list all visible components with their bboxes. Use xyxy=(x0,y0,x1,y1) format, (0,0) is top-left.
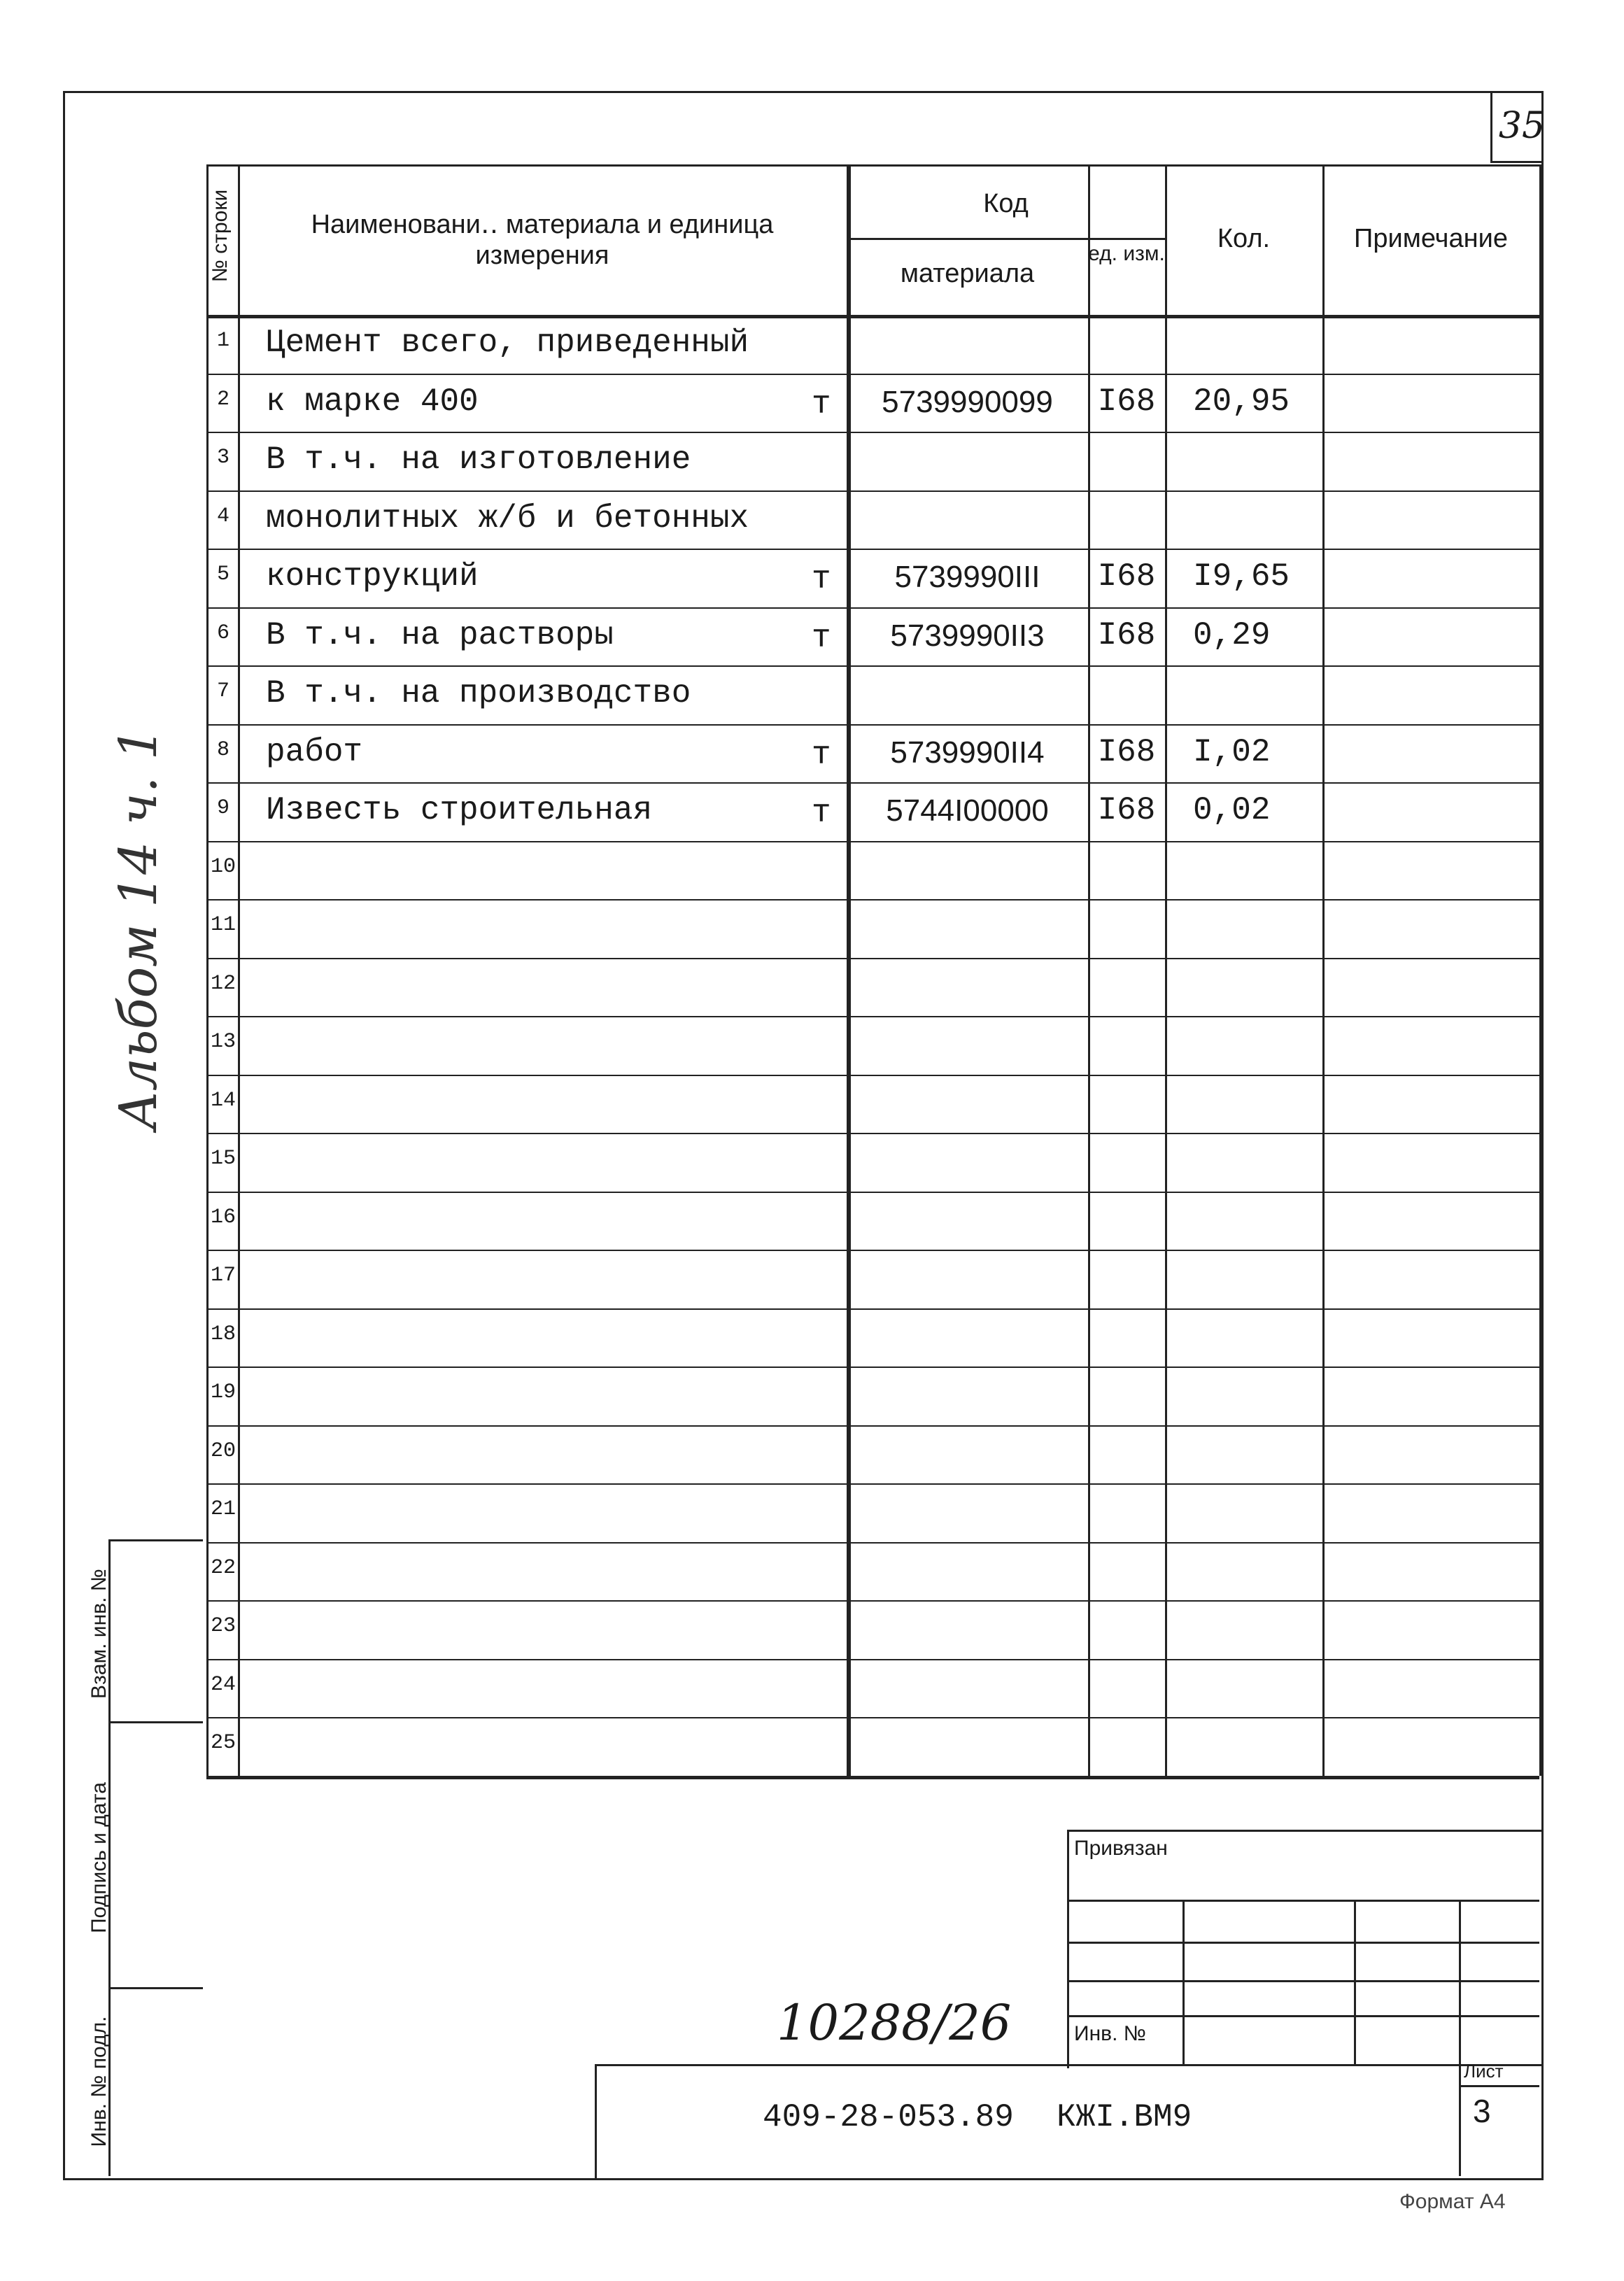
album-note: Альбом 14 ч. 1 xyxy=(108,727,169,1130)
header-row-number: № строки xyxy=(209,189,232,283)
row-line xyxy=(206,1600,1539,1602)
table-column-line xyxy=(1539,164,1544,1776)
row-unit: т xyxy=(812,736,831,773)
side-label-vzam: Взам. инв. № xyxy=(87,1569,111,1699)
row-line xyxy=(206,1250,1539,1251)
row-line xyxy=(206,1367,1539,1368)
row-line xyxy=(206,374,1539,375)
table-column-line xyxy=(206,164,209,1776)
row-line xyxy=(206,899,1539,901)
row-qty: I9,65 xyxy=(1193,558,1290,595)
row-line xyxy=(206,665,1539,667)
row-name: В т.ч. на производство xyxy=(266,675,691,712)
row-number: 13 xyxy=(210,1030,236,1054)
stamp-privyazan-label: Привязан xyxy=(1074,1837,1168,1860)
row-line xyxy=(206,841,1539,842)
header-qty: Кол. xyxy=(1217,224,1271,253)
row-unit: т xyxy=(812,619,831,656)
stamp-inv-no-label: Инв. № xyxy=(1074,2022,1146,2045)
row-code: 5739990III xyxy=(894,560,1040,594)
row-line xyxy=(206,1659,1539,1660)
row-code: 5739990II3 xyxy=(890,618,1045,653)
row-unit: т xyxy=(812,561,831,598)
row-line xyxy=(206,782,1539,784)
row-number: 10 xyxy=(210,854,236,879)
row-name: к марке 400 xyxy=(266,383,479,420)
row-line xyxy=(206,1192,1539,1193)
row-name: работ xyxy=(266,733,363,770)
row-line xyxy=(206,1075,1539,1076)
row-number: 4 xyxy=(216,504,230,528)
row-line xyxy=(206,607,1539,609)
row-number: 25 xyxy=(210,1731,236,1755)
row-line xyxy=(206,1425,1539,1427)
row-line xyxy=(206,1717,1539,1718)
stamp-list-label: Лист xyxy=(1464,2061,1504,2082)
stamp-line xyxy=(1459,2085,1539,2087)
side-line xyxy=(108,1987,203,1989)
row-number: 1 xyxy=(216,329,230,353)
row-code: 5739990099 xyxy=(882,384,1053,419)
row-name: конструкций xyxy=(266,558,479,595)
row-number: 18 xyxy=(210,1322,236,1346)
header-note: Примечание xyxy=(1354,224,1508,253)
row-qty: 20,95 xyxy=(1193,383,1290,420)
stamp-line xyxy=(1067,2015,1539,2017)
row-code: 5739990II4 xyxy=(890,735,1045,770)
row-unit: т xyxy=(812,795,831,831)
row-line xyxy=(206,1483,1539,1485)
row-qty: I,02 xyxy=(1193,733,1271,770)
row-line xyxy=(206,432,1539,433)
side-label-inv-podl: Инв. № подл. xyxy=(87,2016,111,2147)
table-bottom-line xyxy=(206,1776,1539,1779)
row-name: монолитных ж/б и бетонных xyxy=(266,500,749,537)
row-number: 17 xyxy=(210,1264,236,1287)
stamp-doc-mark: КЖI.ВМ9 xyxy=(1057,2099,1192,2135)
row-number: 14 xyxy=(210,1088,236,1113)
table-column-line xyxy=(1322,164,1325,1776)
row-number: 23 xyxy=(210,1614,236,1638)
header-bottom-line xyxy=(206,315,1539,318)
page-number: 35 xyxy=(1498,105,1546,147)
table-column-line xyxy=(1165,164,1167,1776)
row-unit-code: I68 xyxy=(1097,383,1156,420)
row-line xyxy=(206,549,1539,550)
row-number: 7 xyxy=(216,679,230,703)
row-number: 21 xyxy=(210,1497,236,1521)
stamp-vline xyxy=(1354,1900,1356,2066)
stamp-line xyxy=(1067,1980,1539,1982)
header-name: Наименовани․․ материала и единица измерения xyxy=(311,210,774,270)
format-label: Формат А4 xyxy=(1399,2190,1506,2213)
side-line xyxy=(108,1539,203,1541)
row-number: 2 xyxy=(216,387,230,411)
row-name: Цемент всего, приведенный xyxy=(266,325,749,361)
row-name: Известь строительная xyxy=(266,792,653,828)
row-number: 22 xyxy=(210,1555,236,1580)
stamp-vline xyxy=(1459,1900,1461,2176)
row-number: 5 xyxy=(216,563,230,586)
row-number: 9 xyxy=(216,796,230,820)
row-number: 20 xyxy=(210,1439,236,1463)
stamp-line xyxy=(1067,1942,1539,1944)
row-code: 5744I00000 xyxy=(886,793,1049,828)
row-name: В т.ч. на изготовление xyxy=(266,442,691,478)
header-code: Код xyxy=(983,189,1029,218)
stamp-vline xyxy=(1182,1900,1185,2066)
row-number: 16 xyxy=(210,1205,236,1229)
table-top-line xyxy=(206,164,1539,167)
row-line xyxy=(206,1016,1539,1017)
row-number: 11 xyxy=(210,913,236,937)
row-line xyxy=(206,1308,1539,1310)
row-line xyxy=(206,1133,1539,1134)
row-qty: 0,02 xyxy=(1193,792,1271,828)
row-number: 8 xyxy=(216,737,230,762)
row-number: 24 xyxy=(210,1672,236,1697)
stamp-list-value: 3 xyxy=(1473,2093,1491,2129)
stamp-doc-code: 409-28-053.89 xyxy=(763,2099,1014,2135)
row-unit-code: I68 xyxy=(1097,616,1156,654)
header-code-unit: ед. изм. xyxy=(1088,243,1165,264)
stamp-handwritten-number: 10288/26 xyxy=(777,1994,1012,2052)
side-label-podpis: Подпись и дата xyxy=(87,1782,111,1933)
row-number: 3 xyxy=(216,446,230,469)
row-unit-code: I68 xyxy=(1097,558,1156,595)
code-header-split xyxy=(847,238,1165,240)
row-unit-code: I68 xyxy=(1097,792,1156,828)
row-name: В т.ч. на растворы xyxy=(266,616,614,654)
row-line xyxy=(206,724,1539,726)
stamp-line xyxy=(1067,1900,1539,1902)
row-number: 19 xyxy=(210,1380,236,1404)
row-unit-code: I68 xyxy=(1097,733,1156,770)
row-qty: 0,29 xyxy=(1193,616,1271,654)
row-number: 15 xyxy=(210,1147,236,1171)
row-line xyxy=(206,958,1539,959)
side-line xyxy=(108,1721,203,1723)
table-column-line xyxy=(238,164,240,1776)
row-number: 6 xyxy=(216,621,230,645)
header-code-material: материала xyxy=(900,259,1035,288)
row-unit: т xyxy=(812,386,831,423)
row-line xyxy=(206,1542,1539,1544)
row-line xyxy=(206,490,1539,492)
row-number: 12 xyxy=(210,971,236,996)
